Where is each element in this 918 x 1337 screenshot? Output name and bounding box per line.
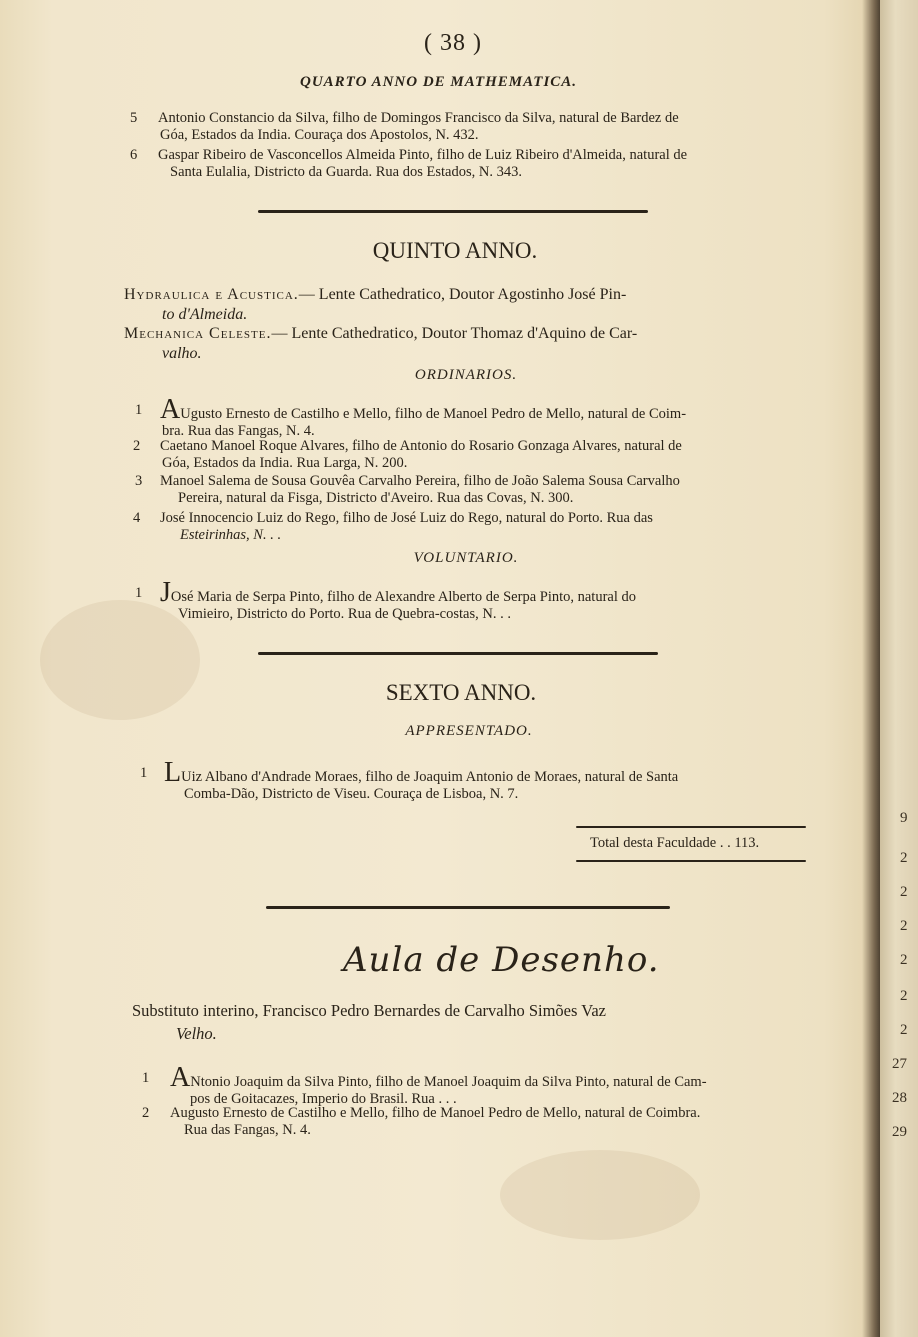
entry-number: 1 <box>135 585 143 601</box>
margin-fragment: 29 <box>892 1124 907 1140</box>
entry-number: 1 <box>135 402 143 418</box>
list-item: Manoel Salema de Sousa Gouvêa Carvalho Pereira, filho de João Salema Sousa Carvalho Pereira, natural da Fisga, Districto d'Aveiro. Rua das Covas, N. 300. <box>160 473 680 506</box>
margin-fragment: 2 <box>900 850 908 866</box>
section-divider <box>258 210 648 213</box>
substitute-teacher: Substituto interino, Francisco Pedro Bernardes de Carvalho Simões Vaz Velho. <box>132 1001 606 1043</box>
list-item: José Innocencio Luiz do Rego, filho de José Luiz do Rego, natural do Porto. Rua das Esteirinhas, N. . . <box>160 510 653 543</box>
total-rule <box>576 826 806 828</box>
margin-fragment: 27 <box>892 1056 907 1072</box>
list-item: Gaspar Ribeiro de Vasconcellos Almeida Pinto, filho de Luiz Ribeiro d'Almeida, natural de Santa Eulalia, Districto da Guarda. Rua dos Estados, N. 343. <box>158 147 688 180</box>
list-item: Caetano Manoel Roque Alvares, filho de Antonio do Rosario Gonzaga Alvares, natural de Góa, Estados da India. Rua Larga, N. 200. <box>160 438 682 471</box>
margin-fragment: 2 <box>900 884 908 900</box>
page-number: ( 38 ) <box>424 30 482 56</box>
margin-fragment: 2 <box>900 952 908 968</box>
list-item: Antonio Constancio da Silva, filho de Domingos Francisco da Silva, natural de Bardez de Góa, Estados da India. Couraça dos Apostolos, N. 432. <box>158 110 679 143</box>
section-header: QUARTO ANNO DE MATHEMATICA. <box>300 74 578 90</box>
list-item: Augusto Ernesto de Castilho e Mello, filho de Manoel Pedro de Mello, natural de Coimbra. Rua das Fangas, N. 4. <box>170 1105 701 1138</box>
section-title: QUINTO ANNO. <box>372 238 538 263</box>
margin-fragment: 9 <box>900 810 908 826</box>
margin-fragment: 2 <box>900 1022 908 1038</box>
total-rule <box>576 860 806 862</box>
margin-fragment: 28 <box>892 1090 907 1106</box>
margin-fragment: 2 <box>900 918 908 934</box>
list-item: LUiz Albano d'Andrade Moraes, filho de Joaquim Antonio de Moraes, natural de Santa Comba-Dão, Districto de Viseu. Couraça de Lisboa, N. 7. <box>164 757 679 802</box>
list-item: ANtonio Joaquim da Silva Pinto, filho de Manoel Joaquim da Silva Pinto, natural de Cam- pos de Goitacazes, Imperio do Brasil. Rua . . . <box>170 1062 707 1107</box>
margin-fragment: 2 <box>900 988 908 1004</box>
subsection-label: VOLUNTARIO. <box>413 550 519 566</box>
entry-number: 1 <box>140 765 148 781</box>
subsection-label: APPRESENTADO. <box>405 723 533 739</box>
facing-page-edge <box>880 0 918 1337</box>
entry-number: 4 <box>133 510 141 526</box>
entry-number: 5 <box>130 110 138 126</box>
paper-stain <box>500 1150 700 1240</box>
chair-entry: Hydraulica e Acustica.— Lente Cathedratico, Doutor Agostinho José Pin- to d'Almeida. <box>124 286 627 323</box>
list-item: AUgusto Ernesto de Castilho e Mello, filho de Manoel Pedro de Mello, natural de Coim- bra. Rua das Fangas, N. 4. <box>160 394 687 439</box>
section-title: SEXTO ANNO. <box>385 680 537 705</box>
section-title: Aula de Desenho. <box>343 940 660 980</box>
entry-number: 6 <box>130 147 138 163</box>
entry-number: 2 <box>133 438 141 454</box>
section-divider <box>266 906 670 909</box>
list-item: JOsé Maria de Serpa Pinto, filho de Alexandre Alberto de Serpa Pinto, natural do Vimieiro, Districto do Porto. Rua de Quebra-costas, N. . . <box>160 577 637 622</box>
section-divider <box>258 652 658 655</box>
entry-number: 2 <box>142 1105 150 1121</box>
entry-number: 3 <box>135 473 143 489</box>
faculty-total: Total desta Faculdade . . 113. <box>590 835 760 851</box>
chair-entry: Mechanica Celeste.— Lente Cathedratico, Doutor Thomaz d'Aquino de Car- valho. <box>124 325 638 362</box>
entry-number: 1 <box>142 1070 150 1086</box>
subsection-label: ORDINARIOS. <box>414 367 518 383</box>
